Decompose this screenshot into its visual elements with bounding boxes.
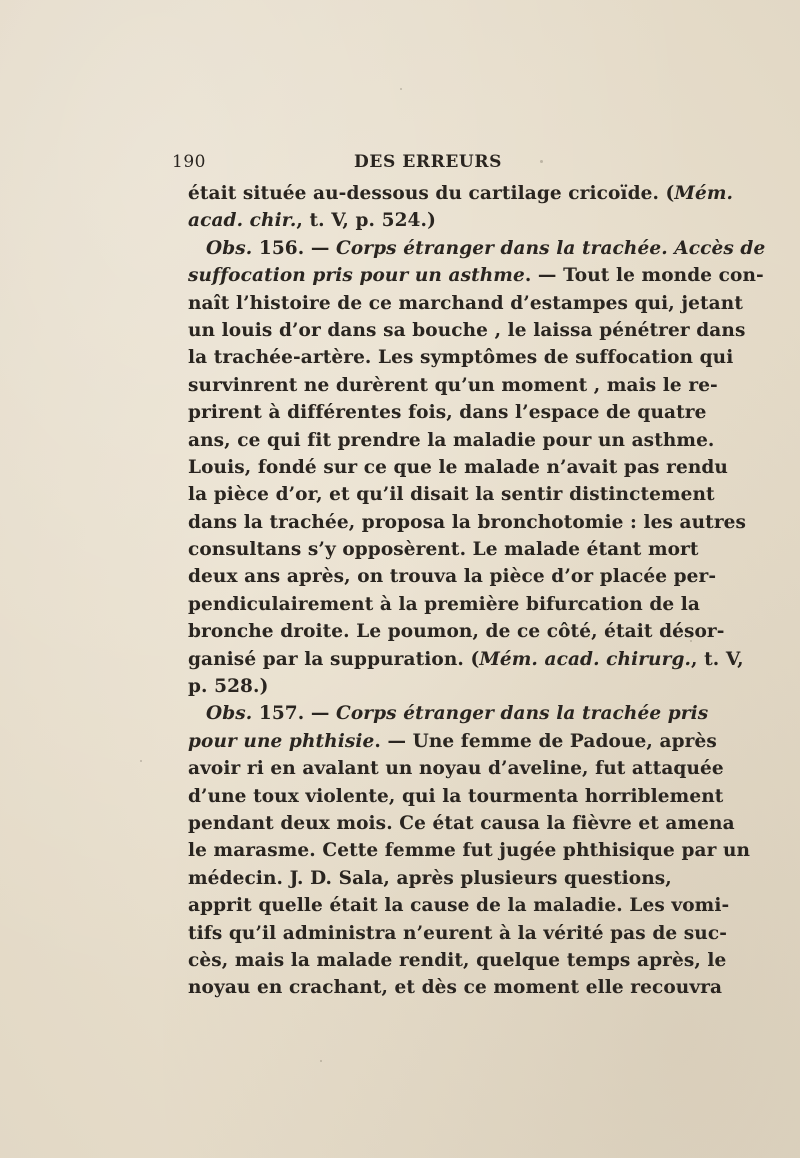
text-line bbox=[188, 427, 715, 454]
text-segment: ans, ce qui fit prendre la maladie pour un asthme. bbox=[188, 429, 715, 451]
italic-text: Mém. acad. chirurg. bbox=[479, 648, 692, 670]
text-line bbox=[188, 646, 744, 673]
italic-text: Obs. bbox=[206, 237, 253, 259]
italic-text: Mém. bbox=[674, 183, 734, 204]
text-line bbox=[188, 235, 766, 262]
text-line bbox=[188, 591, 700, 618]
text-segment: tifs qu’il administra n’eurent à la vérité pas de suc- bbox=[188, 922, 727, 944]
italic-text: acad. chir. bbox=[188, 210, 297, 232]
text-line bbox=[188, 317, 746, 344]
text-segment: dans la trachée, proposa la bronchotomie : les autres bbox=[188, 511, 747, 533]
text-segment: Louis, fondé sur ce que le malade n’avait pas rendu bbox=[188, 456, 728, 478]
text-line bbox=[188, 947, 727, 974]
text-line bbox=[188, 481, 715, 508]
text-segment: la pièce d’or, et qu’il disait la sentir distinctement bbox=[188, 484, 715, 506]
text-segment: survinrent ne durèrent qu’un moment , mais le re- bbox=[188, 374, 718, 396]
text-line bbox=[188, 290, 743, 317]
text-line bbox=[188, 536, 699, 563]
text-line bbox=[188, 207, 668, 234]
text-line bbox=[188, 837, 751, 864]
text-segment: pendant deux mois. Ce état causa la fièvre et amena bbox=[188, 812, 735, 834]
text-line bbox=[188, 454, 728, 481]
text-line bbox=[188, 372, 718, 399]
text-segment: le marasme. Cette femme fut jugée phthisique par un bbox=[188, 840, 751, 862]
text-segment: était située au-dessous du cartilage cricoïde. ( bbox=[188, 183, 675, 204]
text-line bbox=[188, 755, 724, 782]
text-line bbox=[188, 700, 709, 727]
text-segment: consultans s’y opposèrent. Le malade étant mort bbox=[188, 539, 699, 561]
running-head: DES ERREURS bbox=[354, 152, 502, 172]
text-segment: p. 528.) bbox=[188, 676, 269, 698]
text-line bbox=[188, 810, 735, 837]
text-segment: naît l’histoire de ce marchand d’estampes qui, jetant bbox=[188, 292, 743, 314]
text-line bbox=[188, 728, 717, 755]
text-line bbox=[188, 783, 724, 810]
text-segment: 157. — bbox=[252, 703, 336, 725]
text-segment: cès, mais la malade rendit, quelque temps après, le bbox=[188, 949, 727, 971]
italic-text: suffocation pris pour un asthme bbox=[188, 265, 525, 287]
text-line bbox=[188, 399, 707, 426]
text-line bbox=[188, 920, 727, 947]
text-line bbox=[188, 865, 672, 892]
text-segment: . — Tout le monde con- bbox=[524, 265, 764, 287]
text-line bbox=[188, 563, 717, 590]
text-segment: deux ans après, on trouva la pièce d’or placée per- bbox=[188, 566, 717, 588]
italic-text: Obs. bbox=[206, 703, 253, 725]
text-line bbox=[188, 344, 734, 371]
text-line bbox=[188, 892, 730, 919]
italic-text: Corps étranger dans la trachée. Accès de bbox=[336, 237, 766, 259]
text-segment: la trachée-artère. Les symptômes de suffocation qui bbox=[188, 347, 734, 369]
text-segment: bronche droite. Le poumon, de ce côté, était désor- bbox=[188, 621, 725, 643]
text-segment: , t. V, p. 524.) bbox=[296, 210, 436, 232]
text-segment: médecin. J. D. Sala, après plusieurs questions, bbox=[188, 867, 672, 889]
text-segment: prirent à différentes fois, dans l’espace de quatre bbox=[188, 402, 707, 424]
italic-text: pour une phthisie bbox=[188, 730, 375, 752]
text-line bbox=[188, 974, 723, 1001]
text-line bbox=[188, 262, 764, 289]
text-segment: noyau en crachant, et dès ce moment elle recouvra bbox=[188, 977, 723, 999]
text-segment: apprit quelle était la cause de la maladie. Les vomi- bbox=[188, 895, 730, 917]
text-segment: . — Une femme de Padoue, après bbox=[374, 730, 717, 752]
page-number: 190 bbox=[172, 152, 206, 172]
italic-text: Corps étranger dans la trachée pris bbox=[336, 703, 709, 725]
text-segment: , t. V, bbox=[691, 648, 744, 670]
text-segment: un louis d’or dans sa bouche , le laissa pénétrer dans bbox=[188, 319, 746, 341]
text-line bbox=[188, 673, 668, 700]
text-segment: pendiculairement à la première bifurcation de la bbox=[188, 593, 700, 615]
text-line bbox=[188, 618, 725, 645]
text-segment: ganisé par la suppuration. ( bbox=[188, 648, 480, 670]
body-text bbox=[188, 180, 766, 1002]
text-segment: d’une toux violente, qui la tourmenta horriblement bbox=[188, 785, 724, 807]
text-segment: avoir ri en avalant un noyau d’aveline, fut attaquée bbox=[188, 758, 724, 780]
text-line bbox=[188, 180, 734, 207]
page-header bbox=[172, 152, 668, 176]
text-line bbox=[188, 509, 747, 536]
text-segment: 156. — bbox=[252, 237, 336, 259]
